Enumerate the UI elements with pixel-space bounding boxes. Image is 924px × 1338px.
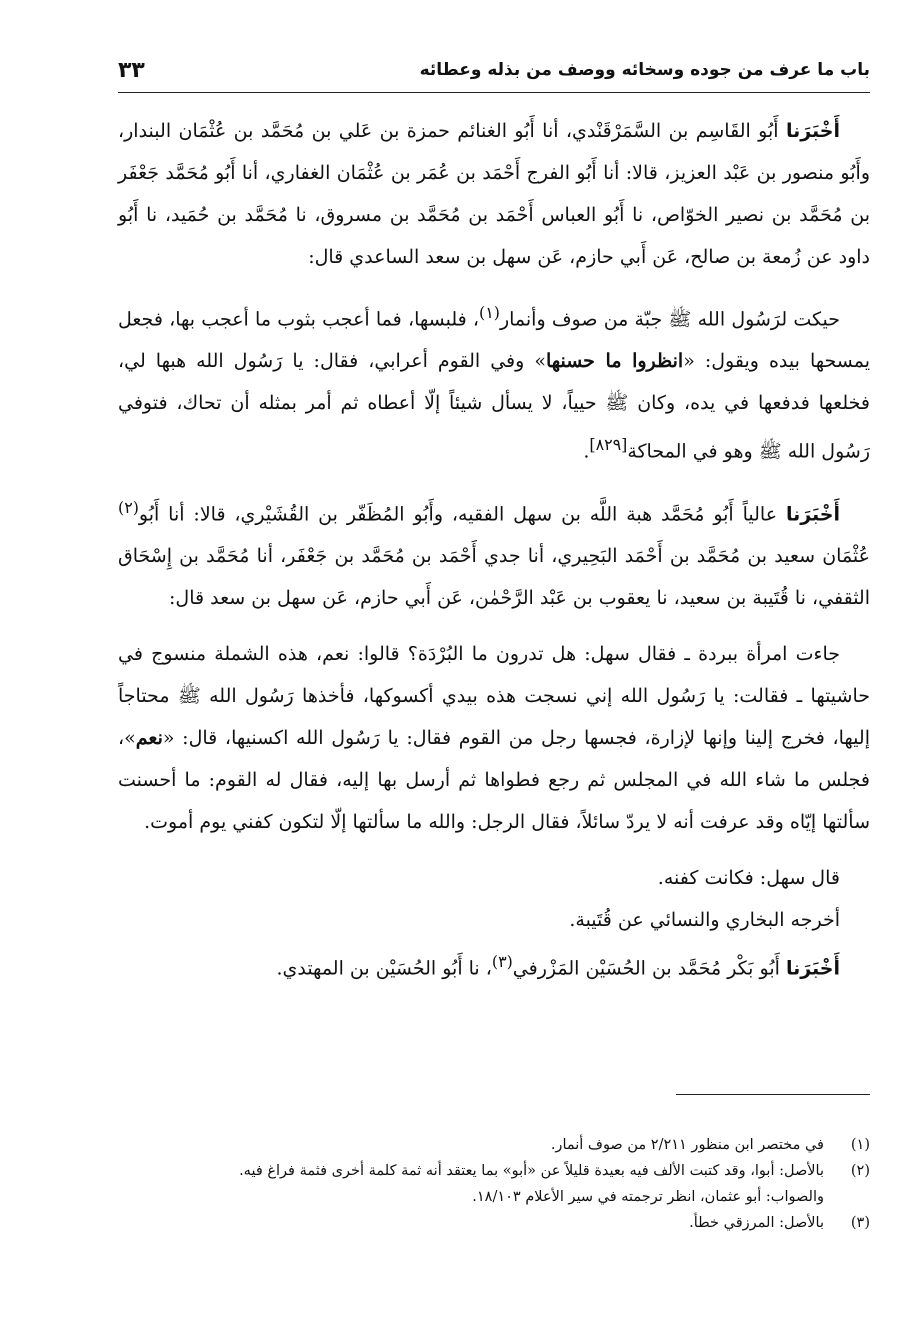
quoted-speech: انظروا ما حسنها	[545, 350, 684, 373]
paragraph-text: أَبُو بَكْر مُحَمَّد بن الحُسَيْن المَزْرفي	[512, 957, 786, 980]
paragraph-7	[118, 941, 870, 989]
page-number: ٣٣	[118, 58, 145, 83]
paragraph-text: أَبُو القَاسِم بن السَّمَرْقَنْدي، أنا أَبُو الغنائم حمزة بن عَلي بن مُحَمَّد بن عُثْمَان البندار، وأَبُو منصور بن عَبْد العزيز، قالا: أنا أَبُو الفرج أَحْمَد بن عُمَر بن عُثْمَان الغفاري، أنا أَبُو مُحَمَّد جَعْفَر بن مُحَمَّد بن نصير الخوّاص، نا أَبُو العباس أَحْمَد بن مُحَمَّد بن مسروق، نا مُحَمَّد بن حُمَيد، نا أَبُو داود عن زُمعة بن صالح، عَن أَبي حازم، عَن سهل بن سعد الساعدي قال:	[118, 120, 870, 268]
paragraph-text: »، فجلس ما شاء الله في المجلس ثم رجع فطواها ثم أرسل بها إليه، فقال له القوم: ما أحسنت سألتها إيّاه وقد عرفت أنه لا يردّ سائلاً، فقال الرجل: والله ما سألتها إلّا لتكون كفني يوم أموت.	[118, 726, 870, 833]
paragraph-text: جاءت امرأة ببردة ـ فقال سهل: هل تدرون ما البُرْدَة؟ قالوا: نعم، هذه الشملة منسوج في حاشيتها ـ فقالت: يا رَسُول الله إني نسجت هذه بيدي أكسوكها، فأخذها رَسُول الله ﷺ محتاجاً إليها، فخرج إلينا وإنها لإزارة، فجسها رجل من القوم فقال: يا رَسُول الله اكسنيها، قال: «	[118, 642, 870, 749]
chapter-title: باب ما عرف من جوده وسخائه ووصف من بذله وعطائه	[419, 60, 870, 80]
lead-word: أَخْبَرَنا	[785, 120, 840, 142]
footnote-number: (٢)	[850, 1163, 870, 1179]
paragraph-text: » وفي القوم أعرابي، فقال: يا رَسُول الله هبها لي، فخلعها فدفعها في يده، وكان ﷺ حيياً، لا يسأل شيئاً إلّا أعطاه ثم أمر بمثله أن تحاك، فتوفي رَسُول الله ﷺ وهو في المحاكة	[118, 350, 870, 463]
paragraph-text: حيكت لرَسُول الله ﷺ جبّة من صوف وأنمار	[499, 308, 840, 331]
paragraph-4	[118, 633, 870, 843]
hadith-reference: [٨٢٩]	[589, 435, 628, 455]
paragraph-end: .	[583, 440, 590, 463]
footnotes	[118, 1132, 870, 1236]
paragraph-text: قال سهل: فكانت كفنه.	[657, 866, 840, 889]
paragraph-1	[118, 110, 870, 278]
paragraph-text: عالياً أَبُو مُحَمَّد هبة اللَّه بن سهل الفقيه، وأَبُو المُظَفّر بن القُشَيْري، قالا: أنا أَبُو	[138, 502, 786, 525]
quoted-speech: نعم	[135, 726, 163, 749]
lead-word: أَخْبَرَنا	[785, 502, 840, 525]
footnote-text: بالأصل: المرزقي خطأ.	[689, 1215, 824, 1231]
footnote-item	[118, 1132, 870, 1158]
footnote-number: (٣)	[850, 1215, 870, 1231]
footnote-marker-2: (٢)	[118, 497, 139, 517]
footnote-divider	[676, 1094, 870, 1095]
paragraph-text: أخرجه البخاري والنسائي عن قُتَيبة.	[569, 908, 840, 931]
footnote-marker-3: (٣)	[491, 951, 513, 971]
paragraph-text: عُثْمَان سعيد بن مُحَمَّد بن أَحْمَد البَحِيري، أنا جدي أَحْمَد بن مُحَمَّد بن جَعْفَر، أنا مُحَمَّد بن إِسْحَاق الثقفي، نا قُتَيبة بن سعيد، نا يعقوب بن عَبْد الرَّحْمٰن، عَن أَبي حازم، عَن سهل بن سعد قال:	[118, 544, 870, 609]
paragraph-5	[118, 857, 870, 899]
paragraph-6	[118, 899, 870, 941]
header-divider	[118, 92, 870, 93]
paragraph-2	[118, 292, 870, 473]
footnote-item	[118, 1210, 870, 1236]
footnote-text: في مختصر ابن منظور ٢/٢١١ من صوف أنمار.	[550, 1137, 824, 1153]
lead-word: أَخْبَرَنا	[785, 957, 840, 980]
footnote-item	[118, 1158, 870, 1210]
footnote-number: (١)	[850, 1137, 870, 1153]
main-text	[118, 110, 870, 989]
footnote-text: بالأصل: أبوا، وقد كتبت الألف فيه بعيدة قليلاً عن «أبو» بما يعتقد أنه ثمة كلمة أخرى فثمة فراغ فيه.	[239, 1163, 824, 1179]
paragraph-text: ، فلبسها، فما أعجب بثوب ما أعجب بها، فجعل يمسحها بيده ويقول: «	[118, 308, 870, 373]
footnote-continuation: والصواب: أبو عثمان، انظر ترجمته في سير الأعلام ١٨/١٠٣.	[472, 1189, 824, 1205]
paragraph-text: ، نا أَبُو الحُسَيْن بن المهتدي.	[276, 957, 492, 980]
footnote-marker-1: (١)	[479, 303, 500, 322]
paragraph-3	[118, 487, 870, 619]
page-header	[118, 58, 870, 92]
